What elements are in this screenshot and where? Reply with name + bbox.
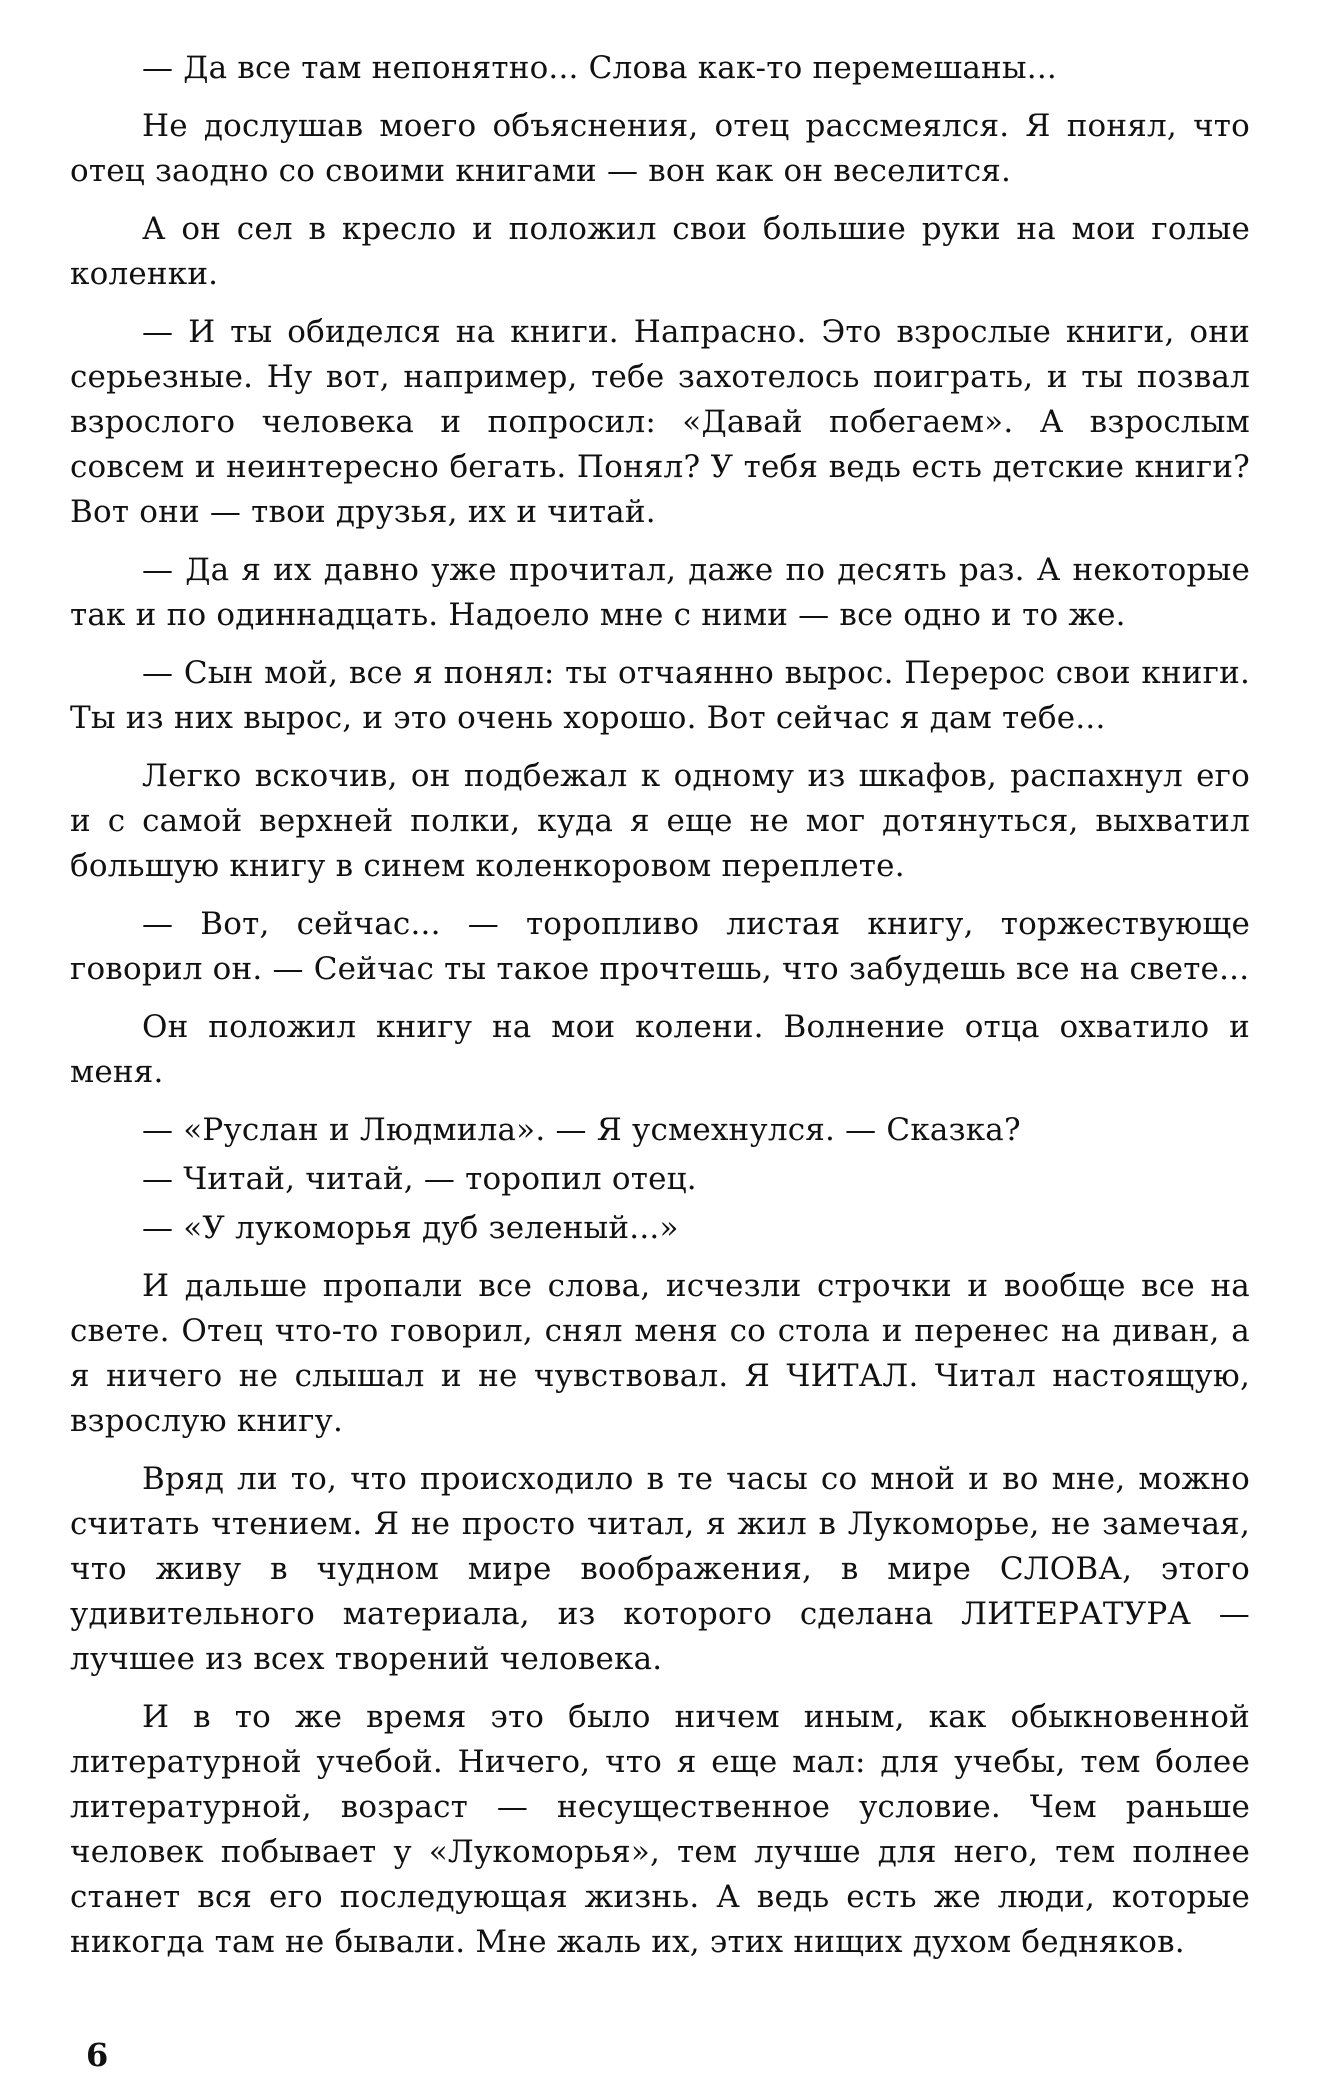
paragraph: Не дослушав моего объяснения, отец рассмеялся. Я понял, что отец заодно со своими книгами — вон как он веселится. (70, 108, 1250, 189)
paragraph: Он положил книгу на мои колени. Волнение отца охватило и меня. (70, 1009, 1250, 1090)
paragraph: И дальше пропали все слова, исчезли строчки и вообще все на свете. Отец что-то говорил, снял меня со стола и перенес на диван, а я ничего не слышал и не чувствовал. Я ЧИТАЛ. Читал настоящую, взрослую книгу. (70, 1268, 1250, 1439)
paragraph: — Да все там непонятно... Слова как-то перемешаны... (142, 50, 1057, 86)
paragraph: — Да я их давно уже прочитал, даже по десять раз. А некоторые так и по одиннадцать. Надоело мне с ними — все одно и то же. (70, 552, 1250, 633)
paragraph: — И ты обиделся на книги. Напрасно. Это взрослые книги, они серьезные. Ну вот, например, тебе захотелось поиграть, и ты позвал взрослого человека и попросил: «Давай побегаем». А взрослым совсем и неинтересно бегать. Понял? У тебя ведь есть детские книги? Вот они — твои друзья, их и читай. (70, 314, 1250, 530)
paragraph: И в то же время это было ничем иным, как обыкновенной литературной учебой. Ничего, что я еще мал: для учебы, тем более литературной, возраст — несущественное условие. Чем раньше человек побывает у «Лукоморья», тем лучше для него, тем полнее станет вся его последующая жизнь. А ведь есть же люди, которые никогда там не бывали. Мне жаль их, этих нищих духом бедняков. (70, 1699, 1250, 1960)
paragraph: — Вот, сейчас... — торопливо листая книгу, торжествующе говорил он. — Сейчас ты такое прочтешь, что забудешь все на свете... (70, 906, 1250, 987)
paragraph: — «Руслан и Людмила». — Я усмехнулся. — Сказка? (142, 1112, 1021, 1148)
paragraph: А он сел в кресло и положил свои большие руки на мои голые коленки. (70, 211, 1250, 292)
paragraph: — Сын мой, все я понял: ты отчаянно вырос. Перерос свои книги. Ты из них вырос, и это очень хорошо. Вот сейчас я дам тебе... (70, 655, 1250, 736)
paragraph: Легко вскочив, он подбежал к одному из шкафов, распахнул его и с самой верхней полки, куда я еще не мог дотянуться, выхватил большую книгу в синем коленкоровом переплете. (70, 758, 1250, 884)
page-number: 6 (86, 2036, 109, 2074)
page-body (70, 46, 1250, 1978)
paragraph: — Читай, читай, — торопил отец. (142, 1161, 697, 1197)
paragraph: Вряд ли то, что происходило в те часы со мной и во мне, можно считать чтением. Я не просто читал, я жил в Лукоморье, не замечая, что живу в чудном мире воображения, в мире СЛОВА, этого удивительного материала, из которого сделана ЛИТЕРАТУРА — лучшее из всех творений человека. (70, 1461, 1250, 1677)
paragraph: — «У лукоморья дуб зеленый...» (142, 1210, 679, 1246)
